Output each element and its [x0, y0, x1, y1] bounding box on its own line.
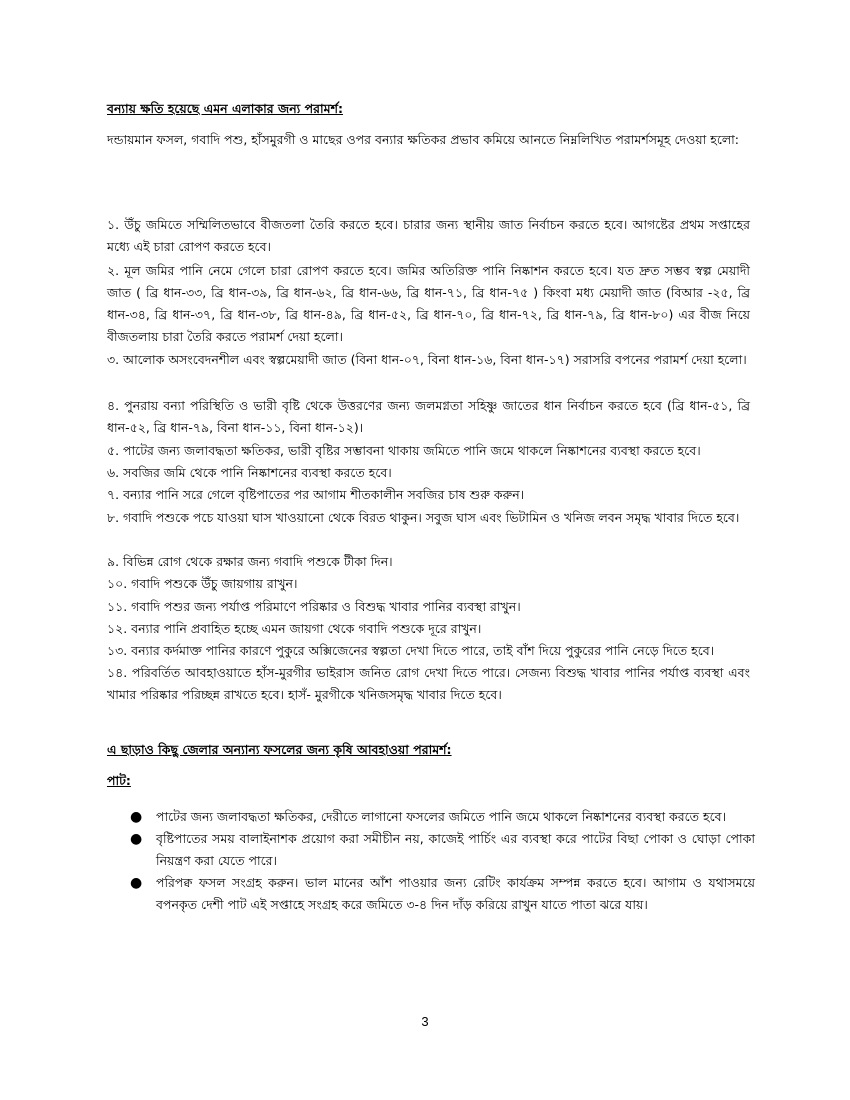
bullet-icon: ●: [130, 831, 143, 847]
bullet-item: [130, 828, 755, 872]
subheading-jute: পাট:: [107, 773, 131, 788]
list-item: ৪. পুনরায় বন্যা পরিস্থিতি ও ভারী বৃষ্টি থেকে উত্তরণের জন্য জলমগ্নতা সহিষ্ণু জাতের ধান নির্বাচন করতে হবে (ব্রি ধান-৫১, ব্রি ধান-৫২, ব্রি ধান-৭৯, বিনা ধান-১১, বিনা ধান-১২)।: [107, 398, 750, 435]
bullet-icon: ●: [130, 809, 143, 825]
list-item: ১২. বন্যার পানি প্রবাহিত হচ্ছে এমন জায়গা থেকে গবাদি পশুকে দূরে রাখুন।: [107, 621, 482, 636]
list-item: ৬. সবজির জমি থেকে পানি নিষ্কাশনের ব্যবস্থা করতে হবে।: [107, 465, 392, 480]
list-item: ৭. বন্যার পানি সরে গেলে বৃষ্টিপাতের পর আগাম শীতকালীন সবজির চাষ শুরু করুন।: [107, 487, 525, 502]
page-number: 3: [421, 1014, 429, 1029]
list-item: ১১. গবাদি পশুর জন্য পর্যাপ্ত পরিমাণে পরিষ্কার ও বিশুদ্ধ খাবার পানির ব্যবস্থা রাখুন।: [107, 599, 521, 614]
intro-paragraph: দন্ডায়মান ফসল, গবাদি পশু, হাঁসমুরগী ও মাছের ওপর বন্যার ক্ষতিকর প্রভাব কমিয়ে আনতে নিম্নলিখিত পরামর্শসমূহ দেওয়া হলো:: [107, 132, 740, 147]
list-item: ৩. আলোক অসংবেদনশীল এবং স্বল্পমেয়াদী জাত (বিনা ধান-০৭, বিনা ধান-১৬, বিনা ধান-১৭) সরাসরি বপনের পরামর্শ দেয়া হলো।: [107, 352, 747, 367]
section-heading-flood-advice: বন্যায় ক্ষতি হয়েছে এমন এলাকার জন্য পরামর্শ:: [107, 101, 343, 116]
bullet-text: বৃষ্টিপাতের সময় বালাইনাশক প্রয়োগ করা সমীচীন নয়, কাজেই পার্চিং এর ব্যবস্থা করে পাটের বিছা পোকা ও ঘোড়া পোকা নিয়ন্ত্রণ করা যেতে পারে।: [156, 831, 755, 868]
bullet-text: পাটের জন্য জলাবদ্ধতা ক্ষতিকর, দেরীতে লাগানো ফসলের জমিতে পানি জমে থাকলে নিষ্কাশনের ব্যবস্থা করতে হবে।: [156, 809, 727, 824]
bullet-text: পরিপক্ব ফসল সংগ্রহ করুন। ভাল মানের আঁশ পাওয়ার জন্য রেটিং কার্যক্রম সম্পন্ন করতে হবে। আগাম ও যথাসময়ে বপনকৃত দেশী পাট এই সপ্তাহে সংগ্রহ করে জমিতে ৩-৪ দিন দাঁড় করিয়ে রাখুন যাতে পাতা ঝরে যায়।: [156, 875, 755, 912]
list-item: ১. উঁচু জমিতে সম্মিলিতভাবে বীজতলা তৈরি করতে হবে। চারার জন্য স্থানীয় জাত নির্বাচন করতে হবে। আগষ্টের প্রথম সপ্তাহের মধ্যে এই চারা রোপণ করতে হবে।: [107, 217, 750, 254]
bullet-icon: ●: [130, 875, 143, 891]
list-item: ১৩. বন্যার কর্দমাক্ত পানির কারণে পুকুরে অক্সিজেনের স্বল্পতা দেখা দিতে পারে, তাই বাঁশ দিয়ে পুকুরের পানি নেড়ে দিতে হবে।: [107, 643, 715, 658]
list-item: ২. মূল জমির পানি নেমে গেলে চারা রোপণ করতে হবে। জমির অতিরিক্ত পানি নিষ্কাশন করতে হবে। যত দ্রুত সম্ভব স্বল্প মেয়াদী জাত ( ব্রি ধান-৩৩, ব্রি ধান-৩৯, ব্রি ধান-৬২, ব্রি ধান-৬৬, ব্রি ধান-৭১, ব্রি ধান-৭৫ ) কিংবা মধ্য মেয়াদী জাত (বিআর -২৫, ব্রি ধান-৩৪, ব্রি ধান-৩৭, ব্রি ধান-৩৮, ব্রি ধান-৪৯, ব্রি ধান-৫২, ব্রি ধান-৭০, ব্রি ধান-৭২, ব্রি ধান-৭৯, ব্রি ধান-৮০) এর বীজ নিয়ে বীজতলায় চারা তৈরি করতে পরামর্শ দেয়া হলো।: [107, 263, 750, 344]
list-item: ৮. গবাদি পশুকে পচে যাওয়া ঘাস খাওয়ানো থেকে বিরত থাকুন। সবুজ ঘাস এবং ভিটামিন ও খনিজ লবন সমৃদ্ধ খাবার দিতে হবে।: [107, 510, 740, 525]
list-item: ১০. গবাদি পশুকে উঁচু জায়গায় রাখুন।: [107, 576, 298, 591]
section-heading-other-crops: এ ছাড়াও কিছু জেলার অন্যান্য ফসলের জন্য কৃষি আবহাওয়া পরামর্শ:: [107, 742, 452, 757]
list-item: ৫. পাটের জন্য জলাবদ্ধতা ক্ষতিকর, ভারী বৃষ্টির সম্ভাবনা থাকায় জমিতে পানি জমে থাকলে নিষ্কাশনের ব্যবস্থা করতে হবে।: [107, 443, 701, 458]
list-item: ৯. বিভিন্ন রোগ থেকে রক্ষার জন্য গবাদি পশুকে টীকা দিন।: [107, 554, 393, 569]
bullet-item: [130, 806, 755, 828]
bullet-item: [130, 872, 755, 916]
list-item: ১৪. পরিবর্তিত আবহাওয়াতে হাঁস-মুরগীর ভাইরাস জনিত রোগ দেখা দিতে পারে। সেজন্য বিশুদ্ধ খাবার পানির পর্যাপ্ত ব্যবস্থা এবং খামার পরিষ্কার পরিচ্ছন্ন রাখতে হবে। হাসঁ- মুরগীকে খনিজসমৃদ্ধ খাবার দিতে হবে।: [107, 665, 750, 702]
